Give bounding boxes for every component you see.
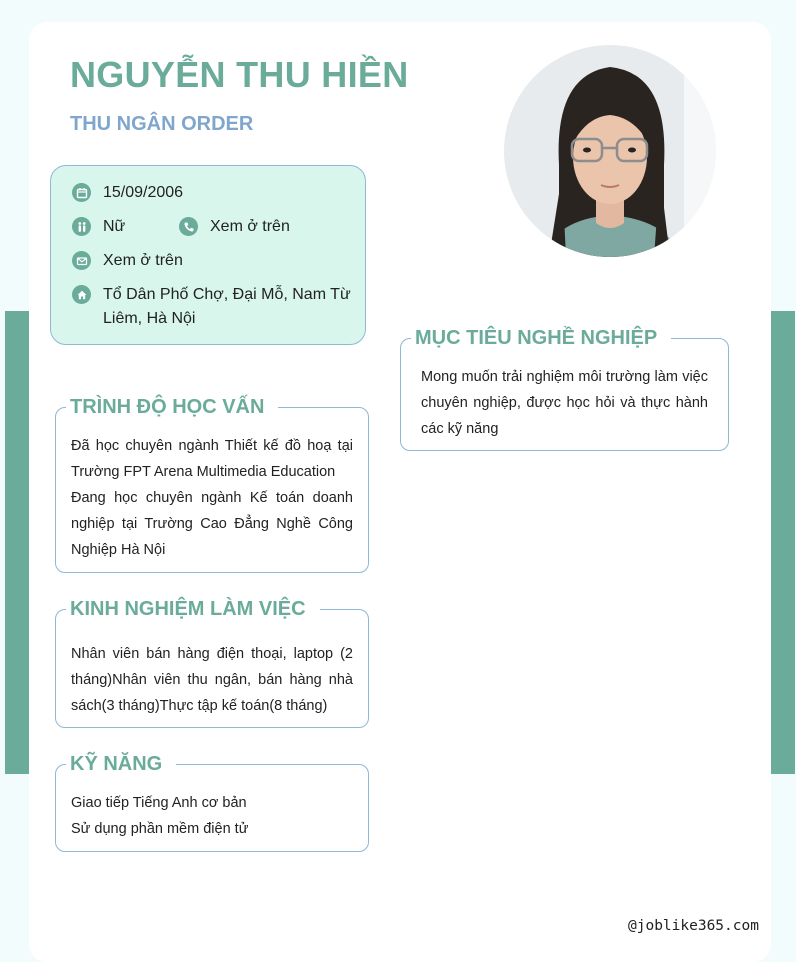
section-title-objective: MỤC TIÊU NGHỀ NGHIỆP: [411, 325, 671, 351]
calendar-icon: [72, 183, 91, 202]
contact-email-row: [72, 249, 183, 273]
mail-icon: [72, 251, 91, 270]
work-experience-section: [55, 598, 369, 728]
phone-value: Xem ở trên: [210, 218, 290, 235]
education-section: [55, 396, 369, 573]
gender-value: Nữ: [103, 218, 126, 235]
section-title-skills: KỸ NĂNG: [66, 751, 176, 777]
education-item: Đang học chuyên ngành Kế toán doanh nghiệp tại Trường Cao Đẳng Nghề Công Nghiệp Hà Nội: [71, 490, 353, 558]
contact-info-box: [50, 165, 366, 345]
job-title: THU NGÂN ORDER: [70, 113, 254, 135]
contact-birthday-row: [72, 181, 183, 205]
experience-text: Nhân viên bán hàng điện thoại, laptop (2 tháng)Nhân viên thu ngân, bán hàng nhà sách(3 tháng)Thực tập kế toán(8 tháng): [71, 646, 353, 714]
career-objective-section: [400, 327, 729, 451]
profile-photo: [504, 45, 716, 257]
contact-phone-row: [179, 215, 290, 239]
phone-icon: [179, 217, 198, 236]
skills-section: [55, 753, 369, 852]
skill-item: Giao tiếp Tiếng Anh cơ bản: [71, 795, 247, 811]
address-value: Tổ Dân Phố Chợ, Đại Mỗ, Nam Từ Liêm, Hà Nội: [103, 286, 351, 327]
right-accent-band: [771, 311, 795, 774]
gender-icon: [72, 217, 91, 236]
objective-text: Mong muốn trải nghiệm môi trường làm việc chuyên nghiệp, được học hỏi và thực hành các kỹ năng: [421, 369, 708, 437]
section-title-education: TRÌNH ĐỘ HỌC VẤN: [66, 394, 278, 420]
candidate-name: NGUYỄN THU HIỀN: [70, 54, 409, 95]
education-item: Đã học chuyên ngành Thiết kế đồ hoạ tại Trường FPT Arena Multimedia Education: [71, 438, 353, 480]
contact-address-row: [72, 283, 352, 331]
contact-gender-row: [72, 215, 125, 239]
section-title-experience: KINH NGHIỆM LÀM VIỆC: [66, 596, 320, 622]
left-accent-band: [5, 311, 29, 774]
skill-item: Sử dụng phần mềm điện tử: [71, 821, 249, 837]
watermark: @joblike365.com: [628, 918, 759, 934]
email-value: Xem ở trên: [103, 252, 183, 269]
birthday-value: 15/09/2006: [103, 184, 184, 201]
home-icon: [72, 285, 91, 304]
